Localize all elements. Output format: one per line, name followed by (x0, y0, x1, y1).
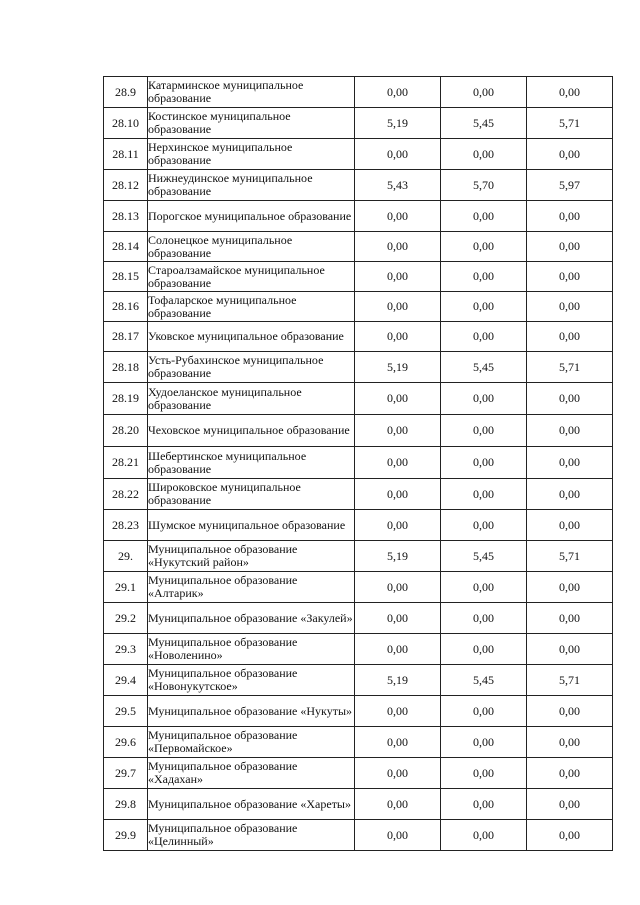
row-number: 29.5 (104, 696, 148, 727)
value-col-2: 5,45 (441, 108, 527, 139)
table-row (104, 789, 613, 820)
row-number: 28.10 (104, 108, 148, 139)
row-number: 28.12 (104, 170, 148, 201)
row-number: 29.4 (104, 665, 148, 696)
row-number: 29.3 (104, 634, 148, 665)
row-number: 29.7 (104, 758, 148, 789)
value-col-2: 0,00 (441, 820, 527, 851)
municipality-name: Костинское муниципальное образование (148, 108, 355, 139)
value-col-2: 0,00 (441, 139, 527, 170)
value-col-2: 0,00 (441, 634, 527, 665)
table-row (104, 758, 613, 789)
municipality-name: Муниципальное образование «Хадахан» (148, 758, 355, 789)
municipality-name: Муниципальное образование «Целинный» (148, 820, 355, 851)
value-col-1: 5,43 (355, 170, 441, 201)
value-col-1: 0,00 (355, 510, 441, 541)
municipality-name: Муниципальное образование «Новонукутское» (148, 665, 355, 696)
table-row (104, 292, 613, 322)
municipality-name: Шумское муниципальное образование (148, 510, 355, 541)
table-row (104, 383, 613, 415)
value-col-2: 0,00 (441, 572, 527, 603)
municipal-values-table (103, 76, 613, 851)
row-number: 28.9 (104, 77, 148, 108)
value-col-3: 0,00 (527, 232, 613, 262)
value-col-1: 0,00 (355, 479, 441, 510)
value-col-2: 0,00 (441, 603, 527, 634)
value-col-3: 5,71 (527, 541, 613, 572)
value-col-3: 0,00 (527, 479, 613, 510)
value-col-2: 5,45 (441, 665, 527, 696)
value-col-3: 0,00 (527, 510, 613, 541)
municipality-name: Нерхинское муниципальное образование (148, 139, 355, 170)
table-row (104, 201, 613, 232)
row-number: 29.9 (104, 820, 148, 851)
value-col-3: 0,00 (527, 139, 613, 170)
value-col-2: 0,00 (441, 262, 527, 292)
table-row (104, 352, 613, 383)
row-number: 28.17 (104, 322, 148, 352)
municipality-name: Староалзамайское муниципальное образование (148, 262, 355, 292)
municipality-name: Уковское муниципальное образование (148, 322, 355, 352)
value-col-3: 0,00 (527, 603, 613, 634)
row-number: 28.13 (104, 201, 148, 232)
value-col-3: 5,71 (527, 352, 613, 383)
value-col-1: 0,00 (355, 139, 441, 170)
value-col-1: 5,19 (355, 352, 441, 383)
value-col-3: 5,97 (527, 170, 613, 201)
value-col-1: 0,00 (355, 262, 441, 292)
value-col-1: 0,00 (355, 447, 441, 479)
value-col-2: 0,00 (441, 479, 527, 510)
row-number: 28.14 (104, 232, 148, 262)
municipality-name: Муниципальное образование «Новоленино» (148, 634, 355, 665)
municipality-name: Порогское муниципальное образование (148, 201, 355, 232)
value-col-3: 0,00 (527, 77, 613, 108)
value-col-2: 0,00 (441, 292, 527, 322)
row-number: 28.19 (104, 383, 148, 415)
value-col-1: 0,00 (355, 322, 441, 352)
table-row (104, 479, 613, 510)
row-number: 29.6 (104, 727, 148, 758)
table-row (104, 322, 613, 352)
table-row (104, 603, 613, 634)
table-row (104, 447, 613, 479)
table-row (104, 665, 613, 696)
value-col-3: 0,00 (527, 415, 613, 447)
value-col-1: 0,00 (355, 415, 441, 447)
table-row (104, 696, 613, 727)
municipality-name: Чеховское муниципальное образование (148, 415, 355, 447)
value-col-1: 0,00 (355, 201, 441, 232)
value-col-2: 0,00 (441, 77, 527, 108)
municipality-name: Усть-Рубахинское муниципальное образование (148, 352, 355, 383)
value-col-1: 5,19 (355, 665, 441, 696)
row-number: 28.18 (104, 352, 148, 383)
value-col-2: 0,00 (441, 383, 527, 415)
value-col-1: 0,00 (355, 572, 441, 603)
value-col-1: 0,00 (355, 383, 441, 415)
value-col-2: 0,00 (441, 510, 527, 541)
value-col-2: 5,45 (441, 541, 527, 572)
table-row (104, 510, 613, 541)
value-col-3: 0,00 (527, 820, 613, 851)
value-col-3: 0,00 (527, 634, 613, 665)
value-col-3: 0,00 (527, 758, 613, 789)
row-number: 29.8 (104, 789, 148, 820)
value-col-3: 0,00 (527, 383, 613, 415)
value-col-2: 0,00 (441, 447, 527, 479)
row-number: 29. (104, 541, 148, 572)
municipality-name: Муниципальное образование «Хареты» (148, 789, 355, 820)
value-col-2: 0,00 (441, 696, 527, 727)
value-col-3: 0,00 (527, 727, 613, 758)
value-col-3: 0,00 (527, 696, 613, 727)
municipality-name: Муниципальное образование «Нукутский район» (148, 541, 355, 572)
value-col-3: 0,00 (527, 789, 613, 820)
value-col-1: 0,00 (355, 758, 441, 789)
table-row (104, 232, 613, 262)
table-row (104, 170, 613, 201)
value-col-3: 0,00 (527, 322, 613, 352)
value-col-1: 0,00 (355, 820, 441, 851)
municipality-name: Тофаларское муниципальное образование (148, 292, 355, 322)
municipality-name: Муниципальное образование «Первомайское» (148, 727, 355, 758)
row-number: 29.1 (104, 572, 148, 603)
table-body (104, 77, 613, 851)
value-col-3: 5,71 (527, 665, 613, 696)
municipality-name: Нижнеудинское муниципальное образование (148, 170, 355, 201)
value-col-1: 0,00 (355, 789, 441, 820)
value-col-1: 0,00 (355, 696, 441, 727)
table-row (104, 262, 613, 292)
value-col-2: 0,00 (441, 201, 527, 232)
municipality-name: Широковское муниципальное образование (148, 479, 355, 510)
table-row (104, 727, 613, 758)
value-col-3: 0,00 (527, 262, 613, 292)
value-col-3: 5,71 (527, 108, 613, 139)
table-row (104, 415, 613, 447)
value-col-2: 5,45 (441, 352, 527, 383)
value-col-2: 0,00 (441, 322, 527, 352)
value-col-2: 0,00 (441, 232, 527, 262)
row-number: 28.20 (104, 415, 148, 447)
value-col-2: 0,00 (441, 758, 527, 789)
row-number: 28.21 (104, 447, 148, 479)
value-col-1: 5,19 (355, 541, 441, 572)
value-col-1: 0,00 (355, 77, 441, 108)
value-col-3: 0,00 (527, 201, 613, 232)
municipality-name: Худоеланское муниципальное образование (148, 383, 355, 415)
value-col-1: 0,00 (355, 634, 441, 665)
table-row (104, 820, 613, 851)
row-number: 28.16 (104, 292, 148, 322)
value-col-3: 0,00 (527, 292, 613, 322)
value-col-2: 5,70 (441, 170, 527, 201)
table-row (104, 572, 613, 603)
row-number: 29.2 (104, 603, 148, 634)
table-row (104, 541, 613, 572)
value-col-2: 0,00 (441, 789, 527, 820)
row-number: 28.15 (104, 262, 148, 292)
row-number: 28.11 (104, 139, 148, 170)
value-col-1: 0,00 (355, 603, 441, 634)
value-col-2: 0,00 (441, 727, 527, 758)
row-number: 28.22 (104, 479, 148, 510)
municipality-name: Муниципальное образование «Нукуты» (148, 696, 355, 727)
value-col-3: 0,00 (527, 572, 613, 603)
municipality-name: Шебертинское муниципальное образование (148, 447, 355, 479)
value-col-1: 0,00 (355, 727, 441, 758)
value-col-1: 0,00 (355, 232, 441, 262)
municipality-name: Катарминское муниципальное образование (148, 77, 355, 108)
value-col-1: 5,19 (355, 108, 441, 139)
municipality-name: Муниципальное образование «Закулей» (148, 603, 355, 634)
table-row (104, 77, 613, 108)
value-col-2: 0,00 (441, 415, 527, 447)
value-col-3: 0,00 (527, 447, 613, 479)
value-col-1: 0,00 (355, 292, 441, 322)
table-row (104, 108, 613, 139)
municipality-name: Муниципальное образование «Алтарик» (148, 572, 355, 603)
row-number: 28.23 (104, 510, 148, 541)
table-row (104, 634, 613, 665)
table-row (104, 139, 613, 170)
municipality-name: Солонецкое муниципальное образование (148, 232, 355, 262)
